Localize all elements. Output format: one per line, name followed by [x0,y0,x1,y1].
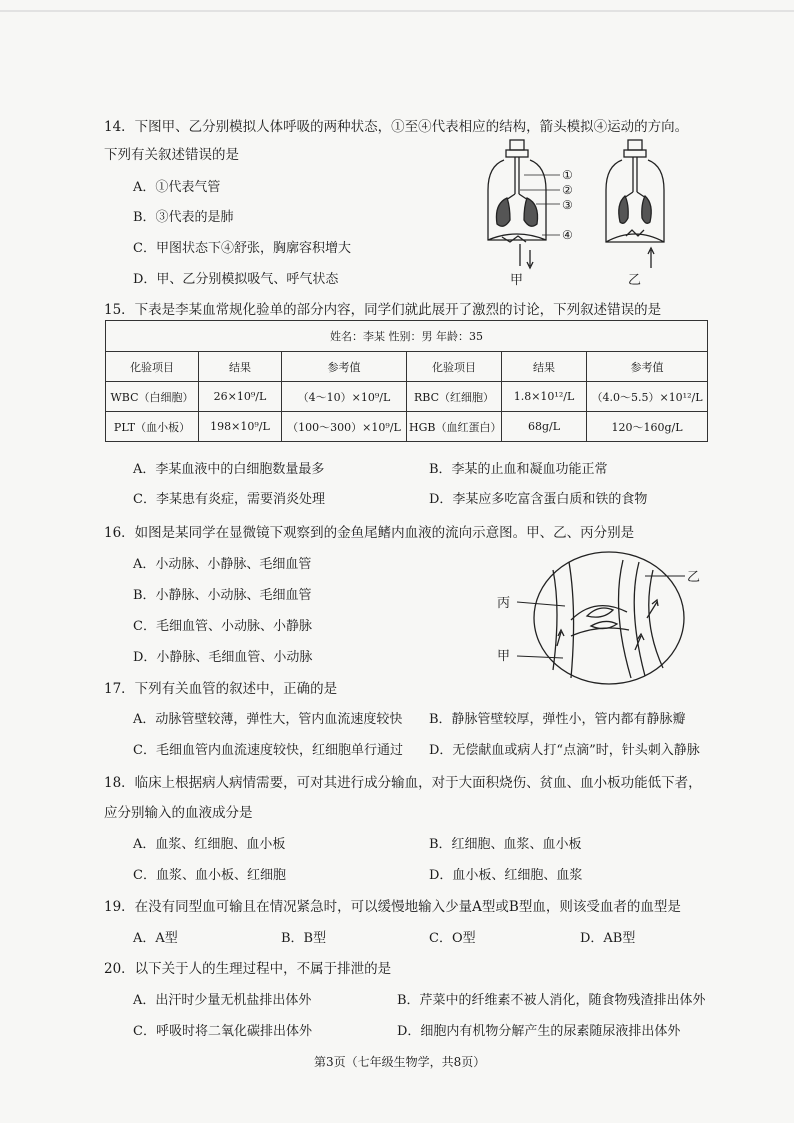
q19-option-b[interactable]: B．B型 [281,931,327,946]
table-cell: 120～160g/L [587,412,708,442]
q20-option-b[interactable]: B．芹菜中的纤维素不被人消化，随食物残渣排出体外 [397,993,706,1008]
q15-option-b[interactable]: B．李某的止血和凝血功能正常 [429,462,608,477]
q18-stem-line1: 18．临床上根据病人病情需要，可对其进行成分输血，对于大面积烧伤、贫血、血小板功能低下者， [104,775,702,791]
q14-option-a[interactable]: A．①代表气管 [133,180,221,195]
q17-option-d[interactable]: D．无偿献血或病人打“点滴”时，针头刺入静脉 [429,743,700,758]
table-cell: PLT（血小板） [106,412,199,442]
q20-stem: 20．以下关于人的生理过程中，不属于排泄的是 [104,961,392,977]
col-result-1: 结果 [199,352,282,382]
table-cell: （4～10）×10⁹/L [282,382,407,412]
q18-option-b[interactable]: B．红细胞、血浆、血小板 [429,837,582,852]
q16-option-b[interactable]: B．小静脉、小动脉、毛细血管 [133,588,312,603]
table-cell: （100～300）×10⁹/L [282,412,407,442]
q19-stem: 19．在没有同型血可输且在情况紧急时，可以缓慢地输入少量A型或B型血，则该受血者的血型是 [104,899,681,915]
fig-label-yi: 乙 [687,570,701,585]
table-cell: （4.0～5.5）×10¹²/L [587,382,708,412]
q16-microscope-figure [495,550,705,688]
table-cell: 198×10⁹/L [199,412,282,442]
fig-label-jia: 甲 [497,649,511,664]
q18-option-a[interactable]: A．血浆、红细胞、血小板 [133,837,286,852]
table-cell: HGB（血红蛋白） [407,412,502,442]
label-2: ② [562,183,573,197]
q14-stem-line1: 14．下图甲、乙分别模拟人体呼吸的两种状态，①至④代表相应的结构，箭头模拟④运动的方向。 [104,119,689,135]
table-cell: 68g/L [502,412,587,442]
q14-option-c[interactable]: C．甲图状态下④舒张，胸廓容积增大 [133,241,351,256]
table-cell: 26×10⁹/L [199,382,282,412]
table-cell: WBC（白细胞） [106,382,199,412]
q15-option-a[interactable]: A．李某血液中的白细胞数量最多 [133,462,325,477]
q16-stem: 16．如图是某同学在显微镜下观察到的金鱼尾鳍内血液的流向示意图。甲、乙、丙分别是 [104,525,635,541]
page-footer: 第3页（七年级生物学，共8页） [314,1055,486,1069]
table-cell: RBC（红细胞） [407,382,502,412]
q14-option-b[interactable]: B．③代表的是肺 [133,210,234,225]
q15-option-d[interactable]: D．李某应多吃富含蛋白质和铁的食物 [429,492,648,507]
q14-option-d[interactable]: D．甲、乙分别模拟吸气、呼气状态 [133,272,339,287]
blood-test-table [105,320,708,442]
q16-option-a[interactable]: A．小动脉、小静脉、毛细血管 [133,557,312,572]
fig-label-jia: 甲 [510,273,524,288]
q17-option-b[interactable]: B．静脉管壁较厚，弹性小，管内都有静脉瓣 [429,712,686,727]
label-4: ④ [562,228,573,242]
q20-option-a[interactable]: A．出汗时少量无机盐排出体外 [133,993,312,1008]
q18-option-d[interactable]: D．血小板、红细胞、血浆 [429,868,583,883]
table-header-row [106,321,708,352]
col-item-2: 化验项目 [407,352,502,382]
q14-stem-line2: 下列有关叙述错误的是 [104,147,239,163]
patient-info: 姓名：李某 性别：男 年龄：35 [106,321,708,352]
fig-label-yi: 乙 [628,273,642,288]
label-3: ③ [562,198,573,212]
col-ref-2: 参考值 [587,352,708,382]
q17-option-c[interactable]: C．毛细血管内血流速度较快，红细胞单行通过 [133,743,403,758]
top-edge [0,10,794,12]
q18-stem-line2: 应分别输入的血液成分是 [104,805,253,821]
q20-option-c[interactable]: C．呼吸时将二氧化碳排出体外 [133,1024,312,1039]
table-cell: 1.8×10¹²/L [502,382,587,412]
bell-jar-yi [606,140,664,268]
q16-option-d[interactable]: D．小静脉、毛细血管、小动脉 [133,650,313,665]
q19-option-c[interactable]: C．O型 [429,931,476,946]
col-ref-1: 参考值 [282,352,407,382]
q19-option-d[interactable]: D．AB型 [580,931,636,946]
q19-option-a[interactable]: A．A型 [133,931,178,946]
fig-label-bing: 丙 [497,596,511,611]
q15-stem: 15．下表是李某血常规化验单的部分内容，同学们就此展开了激烈的讨论，下列叙述错误的是 [104,302,662,318]
table-row [106,382,708,412]
q15-option-c[interactable]: C．李某患有炎症，需要消炎处理 [133,492,325,507]
q17-stem: 17．下列有关血管的叙述中，正确的是 [104,681,338,697]
col-item-1: 化验项目 [106,352,199,382]
q18-option-c[interactable]: C．血浆、血小板、红细胞 [133,868,286,883]
table-row [106,412,708,442]
q16-option-c[interactable]: C．毛细血管、小动脉、小静脉 [133,619,312,634]
q20-option-d[interactable]: D．细胞内有机物分解产生的尿素随尿液排出体外 [397,1024,681,1039]
q14-bell-jar-figure [480,138,680,290]
label-1: ① [562,168,573,182]
table-column-row [106,352,708,382]
q17-option-a[interactable]: A．动脉管壁较薄，弹性大，管内血流速度较快 [133,712,403,727]
col-result-2: 结果 [502,352,587,382]
